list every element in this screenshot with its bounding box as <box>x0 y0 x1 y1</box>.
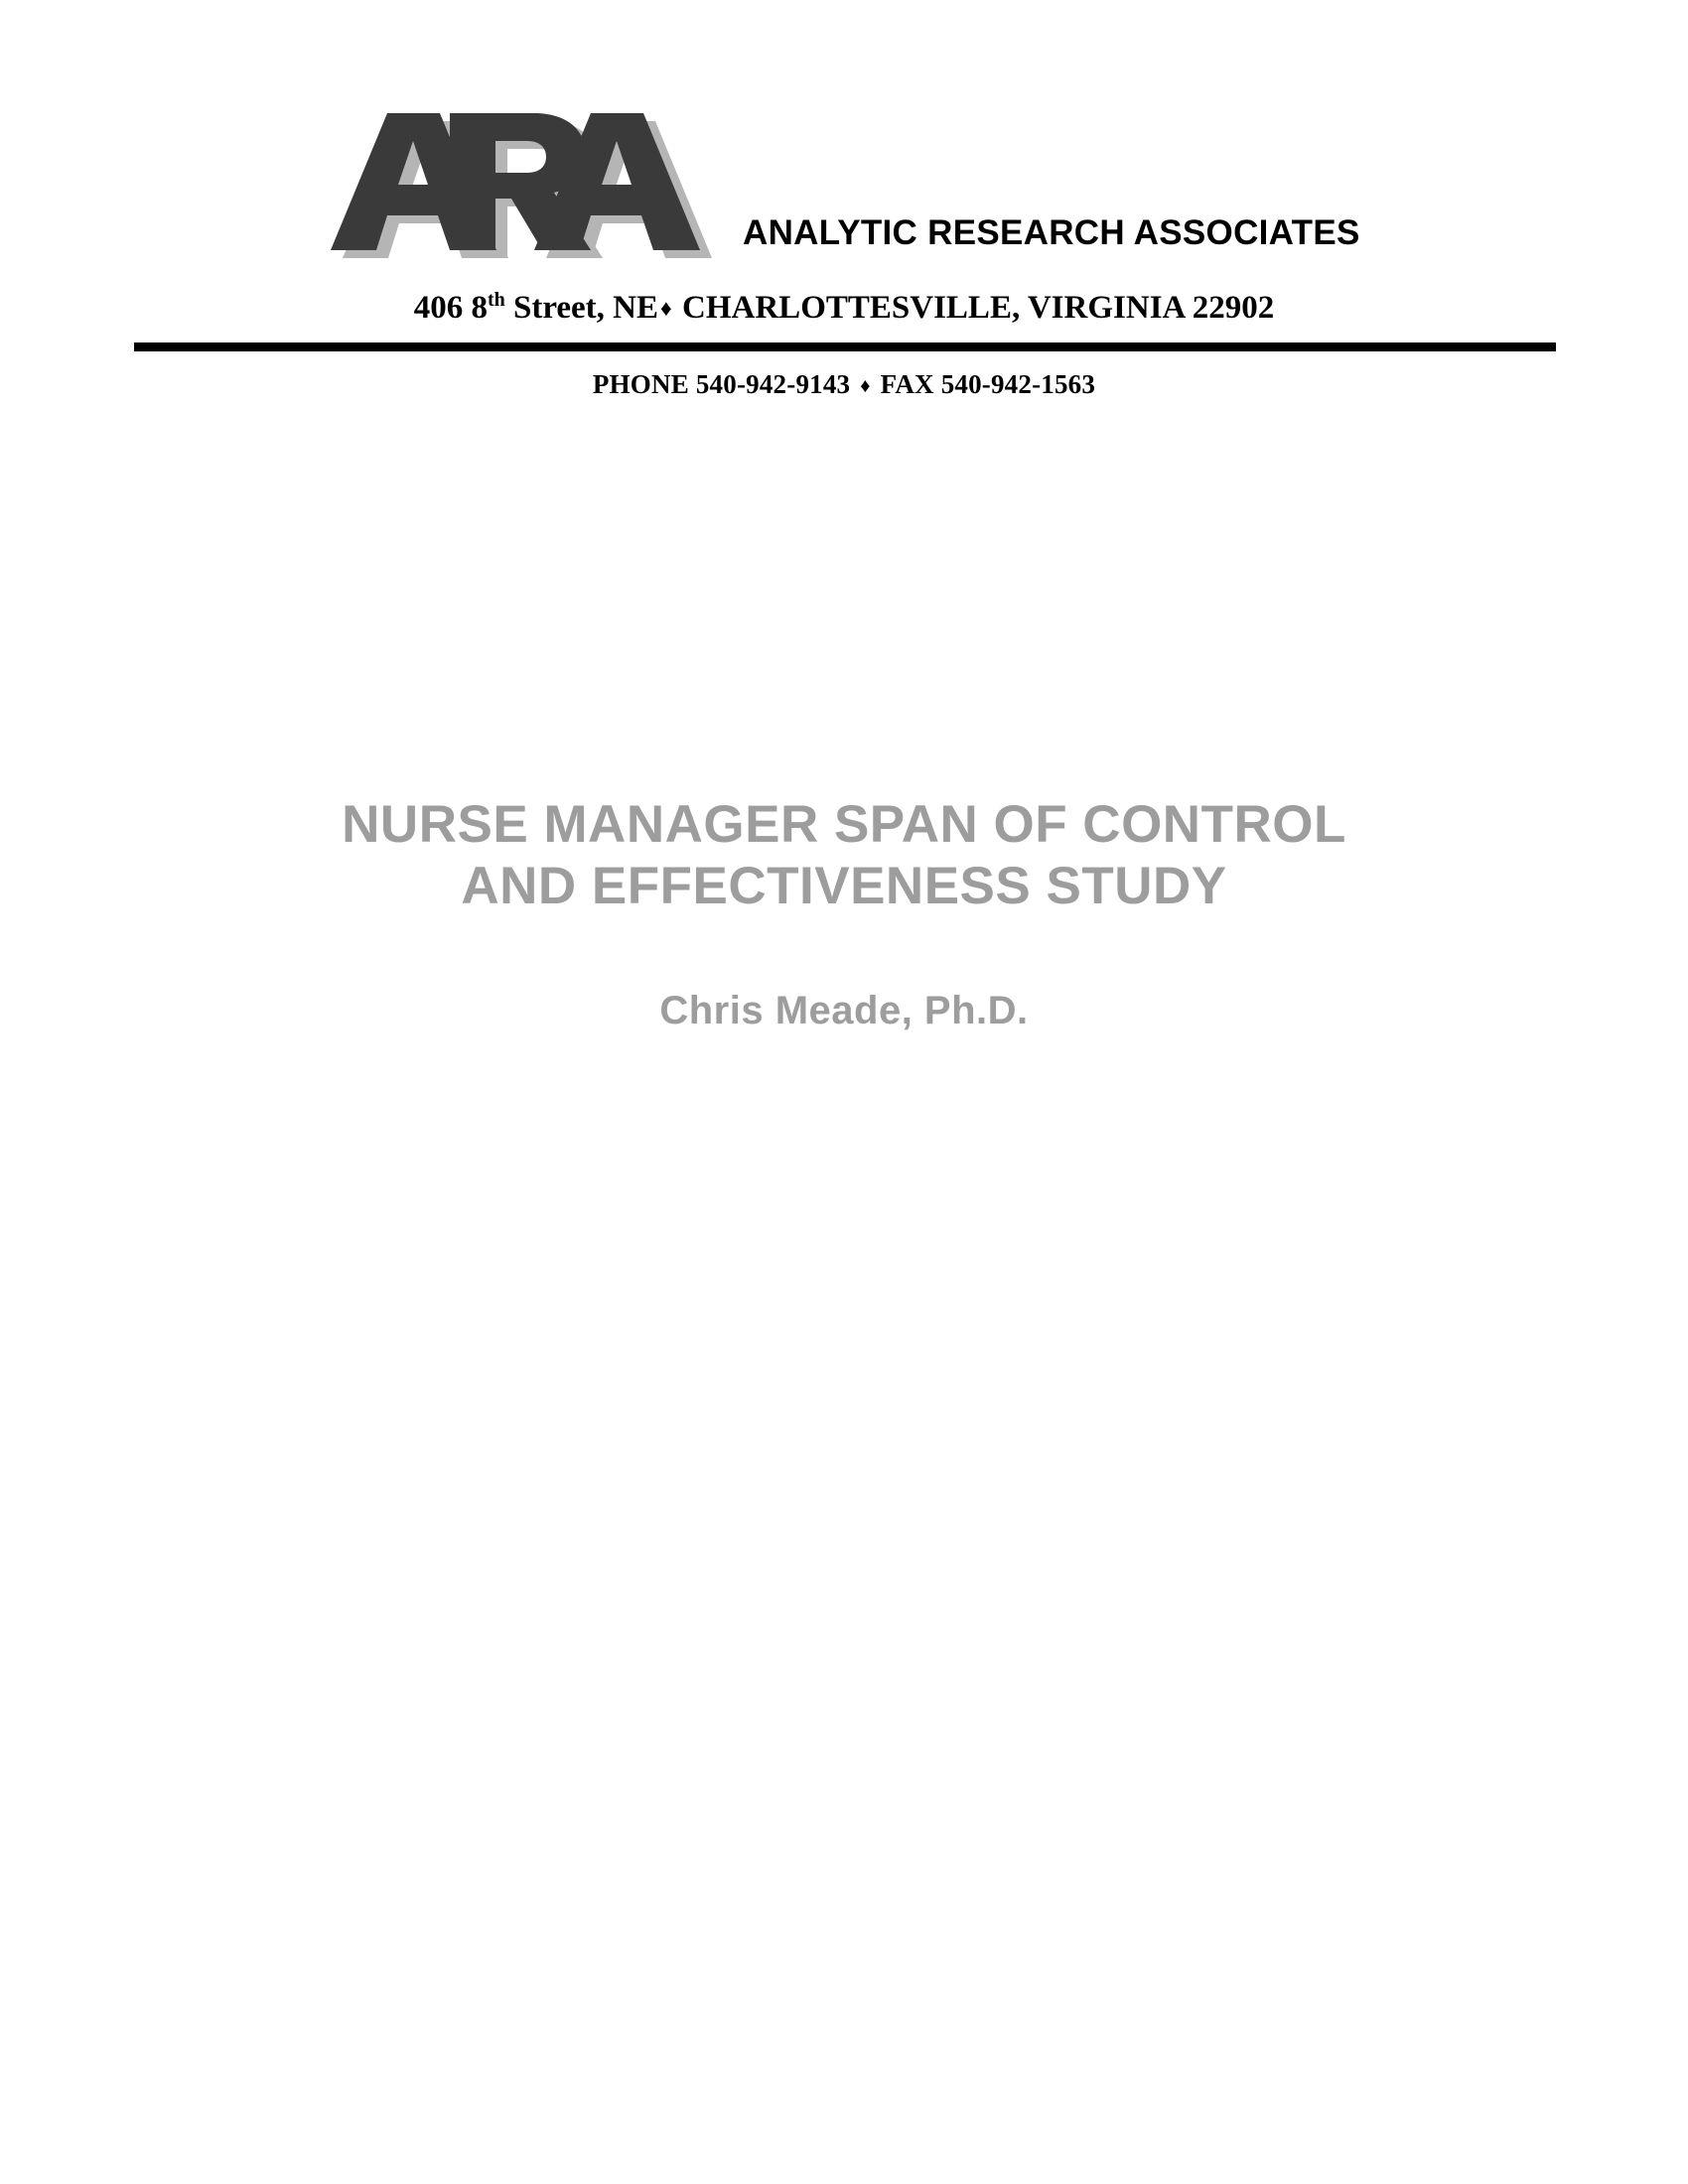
diamond-separator-icon: ♦ <box>660 296 672 321</box>
page-title <box>0 794 1688 917</box>
diamond-separator-icon: ♦ <box>860 375 871 397</box>
author-name: Chris Meade, Ph.D. <box>659 989 1029 1032</box>
contact-line <box>0 369 1688 400</box>
fax-number: FAX 540-942-1563 <box>880 369 1096 399</box>
address-city-state-zip: CHARLOTTESVILLE, VIRGINIA 22902 <box>673 290 1275 326</box>
address-number: 406 8 <box>413 290 488 326</box>
ara-logo-icon <box>248 111 715 260</box>
address-line <box>0 290 1688 327</box>
phone-number: PHONE 540-942-9143 <box>592 369 851 399</box>
address-street: Street, NE <box>504 290 659 326</box>
address-ordinal-suffix: th <box>487 289 505 311</box>
page-title-line-1: NURSE MANAGER SPAN OF CONTROL <box>342 795 1346 854</box>
organization-name: ANALYTIC RESEARCH ASSOCIATES <box>743 213 1360 252</box>
title-block <box>0 794 1688 1033</box>
page-title-line-2: AND EFFECTIVENESS STUDY <box>461 857 1227 915</box>
horizontal-rule <box>134 342 1556 351</box>
ara-logo <box>248 111 715 260</box>
